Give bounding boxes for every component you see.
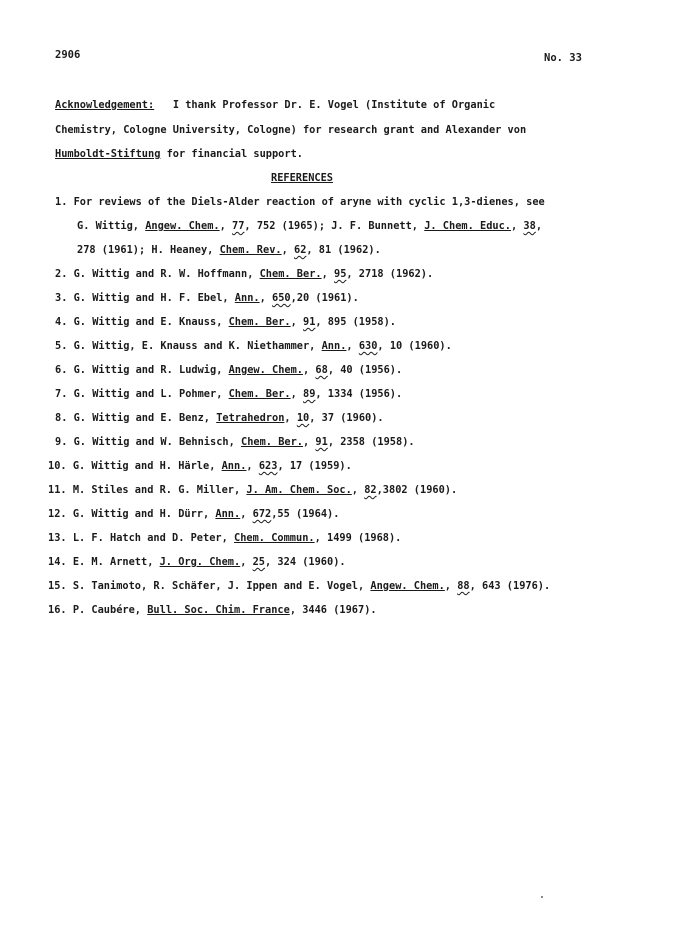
acknowledgement-text-1: I thank Professor Dr. E. Vogel (Institute of Organic (172, 99, 496, 111)
journal-title: Chem. Rev. (219, 244, 282, 256)
acknowledgement-text-3: for financial support. (160, 148, 303, 160)
reference-1-line-2 (77, 220, 542, 232)
volume-number: 38 (523, 220, 536, 232)
volume-number: 630 (358, 340, 378, 352)
page-number: 2906 (55, 49, 81, 61)
reference-authors: M. Stiles and R. G. Miller, (72, 484, 247, 496)
volume-number: 623 (258, 460, 278, 472)
reference-3 (55, 292, 359, 304)
journal-title: Ann. (215, 508, 241, 520)
reference-authors: G. Wittig, (77, 220, 146, 232)
journal-title: J. Org. Chem. (159, 556, 241, 568)
reference-pages-year: ,20 (1961). (290, 292, 359, 304)
reference-12 (48, 508, 339, 520)
volume-number: 672 (252, 508, 272, 520)
journal-title: Chem. Ber. (259, 268, 322, 280)
reference-11 (48, 484, 457, 496)
reference-pages-year: , 10 (1960). (377, 340, 452, 352)
volume-number: 25 (252, 556, 266, 568)
reference-15 (48, 580, 550, 592)
journal-title: Angew. Chem. (228, 364, 303, 376)
journal-title: Ann. (234, 292, 260, 304)
separator: , (444, 580, 458, 592)
reference-10 (48, 460, 352, 472)
reference-pages-year: , 1334 (1956). (315, 388, 403, 400)
reference-authors: G. Wittig and H. F. Ebel, (73, 292, 235, 304)
reference-9 (55, 436, 415, 448)
journal-title: Ann. (321, 340, 347, 352)
reference-number: 1. (55, 196, 68, 208)
separator: , (535, 220, 543, 232)
reference-pages-year: , 37 (1960). (309, 412, 384, 424)
reference-number: 13. (48, 532, 67, 544)
reference-number: 2. (55, 268, 68, 280)
acknowledgement-line-1 (55, 99, 495, 111)
volume-number: 82 (364, 484, 377, 496)
separator: , (303, 364, 316, 376)
reference-authors: G. Wittig and R. W. Hoffmann, (73, 268, 260, 280)
journal-title: Angew. Chem. (145, 220, 220, 232)
reference-authors: G. Wittig and H. Dürr, (72, 508, 216, 520)
reference-number: 10. (48, 460, 67, 472)
volume-number: 77 (232, 220, 245, 232)
separator: , (219, 220, 233, 232)
reference-number: 14. (48, 556, 67, 568)
acknowledgement-line-3 (55, 148, 303, 160)
reference-number: 3. (55, 292, 68, 304)
journal-title: J. Chem. Educ. (424, 220, 511, 232)
reference-authors: G. Wittig and E. Knauss, (73, 316, 229, 328)
separator: , (240, 508, 253, 520)
reference-5 (55, 340, 452, 352)
separator: , (351, 484, 365, 496)
scan-speck (541, 896, 543, 898)
reference-number: 12. (48, 508, 67, 520)
separator: , (246, 460, 259, 472)
volume-number: 62 (294, 244, 307, 256)
reference-authors: E. M. Arnett, (72, 556, 160, 568)
reference-16 (48, 604, 377, 616)
reference-authors: G. Wittig and R. Ludwig, (73, 364, 229, 376)
volume-number: 89 (303, 388, 316, 400)
journal-title: Chem. Commun. (234, 532, 315, 544)
reference-number: 9. (55, 436, 68, 448)
reference-number: 8. (55, 412, 68, 424)
reference-number: 16. (48, 604, 67, 616)
journal-title: Chem. Ber. (228, 388, 291, 400)
reference-pages-year: , 643 (1976). (469, 580, 551, 592)
reference-number: 5. (55, 340, 68, 352)
reference-13 (48, 532, 401, 544)
journal-title: Bull. Soc. Chim. France (147, 604, 290, 616)
reference-pages-year: , 17 (1959). (277, 460, 352, 472)
separator: , (303, 436, 316, 448)
reference-number: 6. (55, 364, 68, 376)
volume-number: 95 (334, 268, 347, 280)
volume-number: 91 (303, 316, 316, 328)
journal-title: Chem. Ber. (228, 316, 291, 328)
volume-number: 650 (272, 292, 291, 304)
reference-14 (48, 556, 346, 568)
reference-pages-year: , 1499 (1968). (314, 532, 402, 544)
journal-title: Ann. (221, 460, 247, 472)
reference-text: For reviews of the Diels-Alder reaction of aryne with cyclic 1,3-dienes, see (73, 196, 545, 208)
foundation-name: Humboldt-Stiftung (55, 148, 161, 160)
reference-pages-year: , 40 (1956). (327, 364, 403, 376)
reference-authors: G. Wittig and W. Behnisch, (73, 436, 241, 448)
reference-authors: P. Caubére, (72, 604, 148, 616)
reference-text: 278 (1961); H. Heaney, (77, 244, 220, 256)
separator: , (284, 412, 297, 424)
references-heading: REFERENCES (271, 172, 333, 184)
reference-1-line-1 (55, 196, 545, 208)
reference-7 (55, 388, 402, 400)
reference-1-line-3 (77, 244, 381, 256)
issue-number: No. 33 (544, 52, 582, 64)
separator: , (290, 316, 303, 328)
reference-4 (55, 316, 396, 328)
journal-title: J. Am. Chem. Soc. (246, 484, 352, 496)
acknowledgement-line-2: Chemistry, Cologne University, Cologne) for research grant and Alexander von (55, 124, 527, 136)
reference-number: 15. (48, 580, 67, 592)
reference-number: 7. (55, 388, 68, 400)
journal-title: Tetrahedron (216, 412, 285, 424)
separator: , (511, 220, 524, 232)
volume-number: 88 (457, 580, 470, 592)
reference-pages-year: , 895 (1958). (315, 316, 396, 328)
reference-authors: L. F. Hatch and D. Peter, (72, 532, 234, 544)
separator: , (290, 388, 303, 400)
separator: , (240, 556, 253, 568)
reference-pages-year: , 324 (1960). (265, 556, 346, 568)
reference-authors: G. Wittig, E. Knauss and K. Niethammer, (73, 340, 322, 352)
reference-authors: G. Wittig and L. Pohmer, (73, 388, 229, 400)
reference-pages-year: , 2358 (1958). (327, 436, 415, 448)
reference-text: , 752 (1965); J. F. Bunnett, (244, 220, 425, 232)
reference-number: 4. (55, 316, 68, 328)
journal-title: Chem. Ber. (241, 436, 303, 448)
separator: , (321, 268, 334, 280)
acknowledgement-label: Acknowledgement: (55, 99, 155, 111)
reference-2 (55, 268, 433, 280)
separator: , (281, 244, 294, 256)
reference-pages-year: , 3446 (1967). (289, 604, 377, 616)
reference-authors: G. Wittig and E. Benz, (73, 412, 217, 424)
separator: , (346, 340, 359, 352)
reference-authors: G. Wittig and H. Härle, (72, 460, 222, 472)
reference-pages-year: , 81 (1962). (306, 244, 381, 256)
reference-pages-year: ,55 (1964). (271, 508, 340, 520)
reference-6 (55, 364, 402, 376)
reference-8 (55, 412, 384, 424)
volume-number: 10 (296, 412, 310, 424)
reference-pages-year: , 2718 (1962). (346, 268, 434, 280)
volume-number: 68 (315, 364, 328, 376)
reference-pages-year: ,3802 (1960). (376, 484, 458, 496)
journal-title: Angew. Chem. (370, 580, 445, 592)
reference-number: 11. (48, 484, 67, 496)
volume-number: 91 (315, 436, 328, 448)
separator: , (259, 292, 273, 304)
reference-authors: S. Tanimoto, R. Schäfer, J. Ippen and E. Vogel, (72, 580, 371, 592)
